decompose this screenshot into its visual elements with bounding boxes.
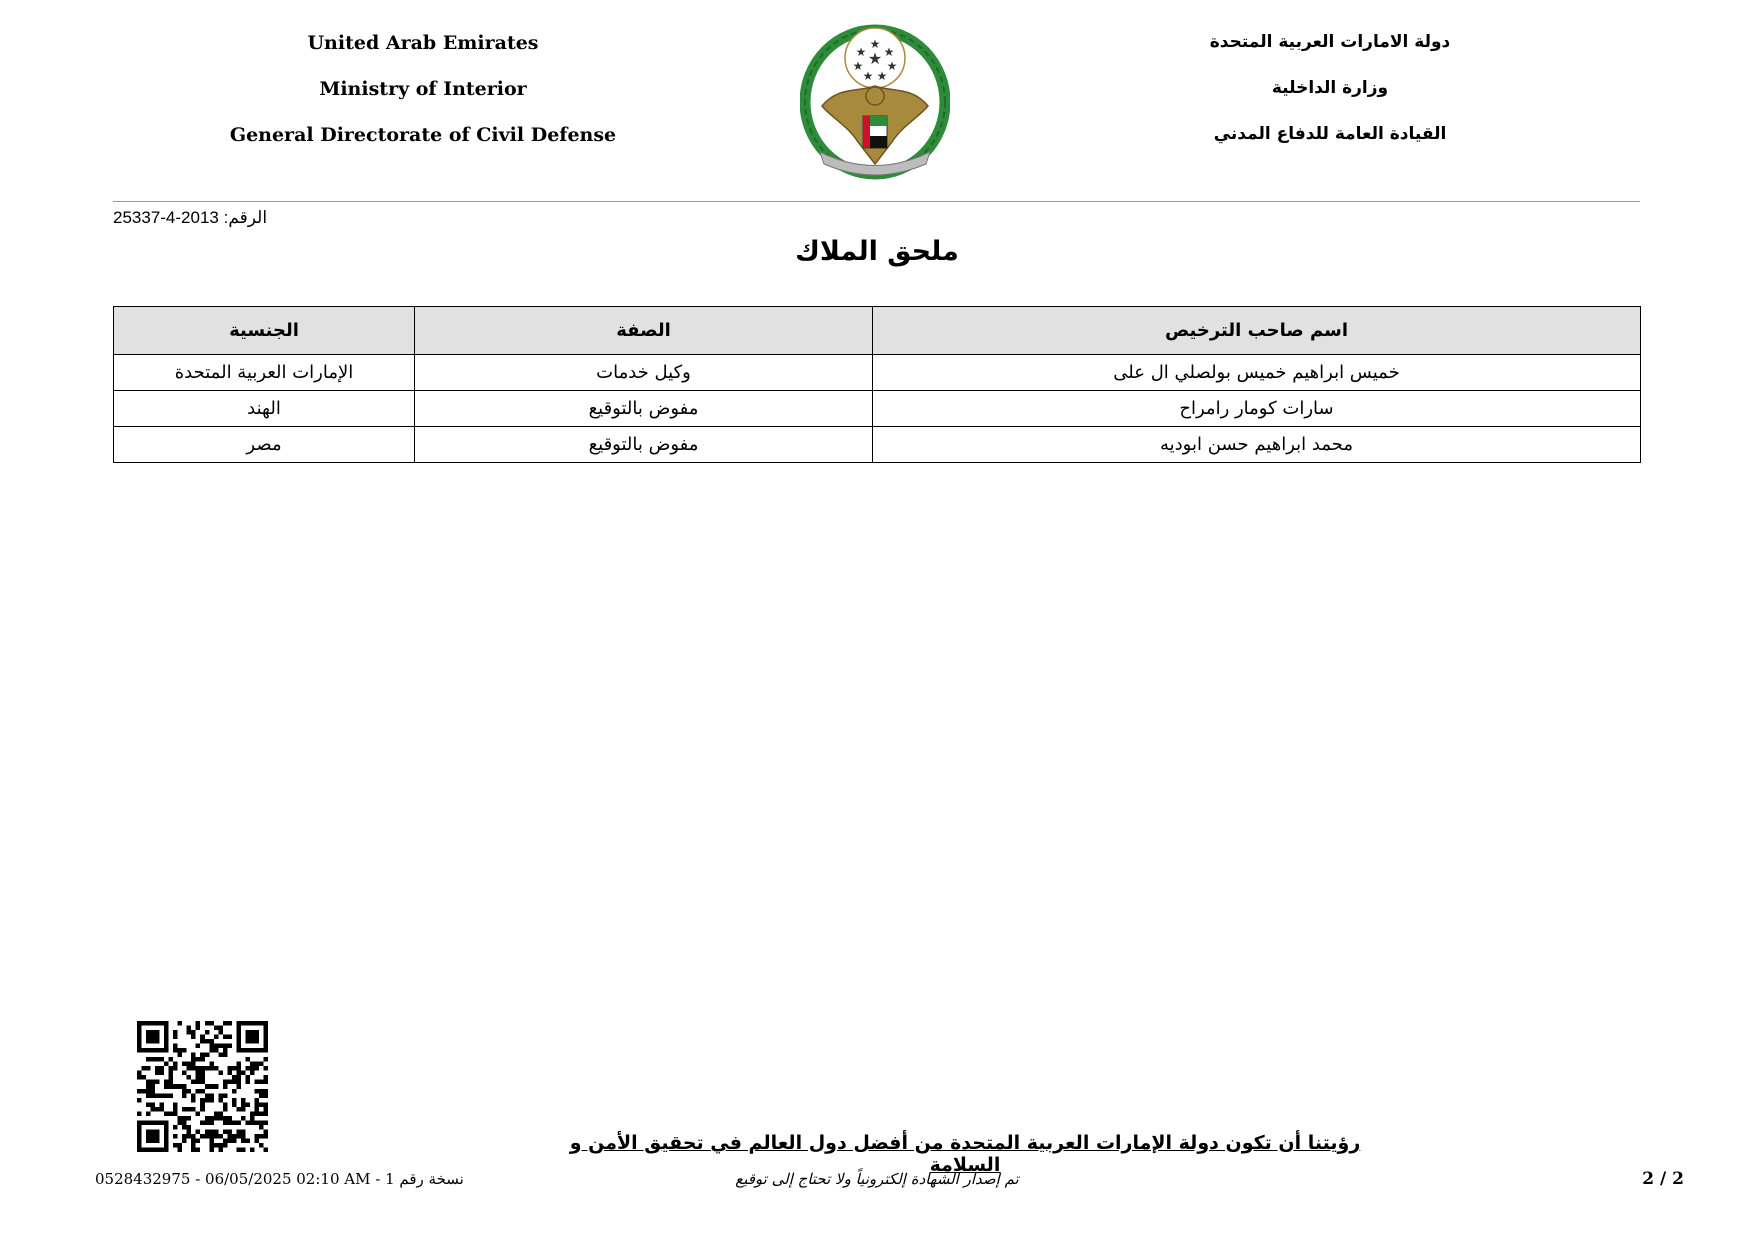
cell-license-holder: خميس ابراهيم خميس بولصلي ال على <box>873 355 1641 391</box>
page-number: 2 / 2 <box>1642 1169 1684 1189</box>
table-row <box>114 355 1641 391</box>
cell-nationality: مصر <box>114 427 415 463</box>
header-capacity: الصفة <box>415 307 873 355</box>
header-license-holder: اسم صاحب الترخيص <box>873 307 1641 355</box>
cell-capacity: وكيل خدمات <box>415 355 873 391</box>
cell-nationality: الإمارات العربية المتحدة <box>114 355 415 391</box>
header-divider <box>113 201 1640 202</box>
uae-emblem-icon <box>800 14 950 180</box>
svg-text:★: ★ <box>876 69 888 83</box>
svg-text:★: ★ <box>883 45 895 59</box>
svg-text:★: ★ <box>852 59 864 73</box>
qr-code-icon <box>137 1021 268 1152</box>
document-title: ملحق الملاك <box>795 236 959 267</box>
vision-statement: رؤيتنا أن تكون دولة الإمارات العربية المتحدة من أفضل دول العالم في تحقيق الأمن و السلامة <box>569 1132 1361 1176</box>
svg-text:★: ★ <box>855 45 867 59</box>
svg-text:★: ★ <box>886 59 898 73</box>
reference-number: 25337-4-2013 :الرقم <box>113 208 268 227</box>
header-directorate-en: General Directorate of Civil Defense <box>229 124 617 146</box>
header-ministry-en: Ministry of Interior <box>319 78 527 100</box>
table-row <box>114 391 1641 427</box>
svg-text:★: ★ <box>862 69 874 83</box>
cell-capacity: مفوض بالتوقيع <box>415 391 873 427</box>
header-country-en: United Arab Emirates <box>307 32 539 54</box>
table-header-row <box>114 307 1641 355</box>
electronic-issue-note: تم إصدار الشهادة إلكترونياً ولا تحتاج إلى توقيع <box>735 1170 1019 1188</box>
header-country-ar: دولة الامارات العربية المتحدة <box>1209 32 1451 52</box>
cell-license-holder: سارات كومار رامراح <box>873 391 1641 427</box>
print-info: 0528432975 - 06/05/2025 02:10 AM - نسخة رقم 1 <box>95 1170 464 1188</box>
header-nationality: الجنسية <box>114 307 415 355</box>
header-ministry-ar: وزارة الداخلية <box>1271 78 1389 98</box>
table-row <box>114 427 1641 463</box>
cell-license-holder: محمد ابراهيم حسن ابوديه <box>873 427 1641 463</box>
cell-capacity: مفوض بالتوقيع <box>415 427 873 463</box>
svg-text:★: ★ <box>869 37 881 51</box>
header-directorate-ar: القيادة العامة للدفاع المدني <box>1213 124 1447 144</box>
owners-table <box>113 306 1641 463</box>
svg-text:★: ★ <box>867 49 883 68</box>
cell-nationality: الهند <box>114 391 415 427</box>
